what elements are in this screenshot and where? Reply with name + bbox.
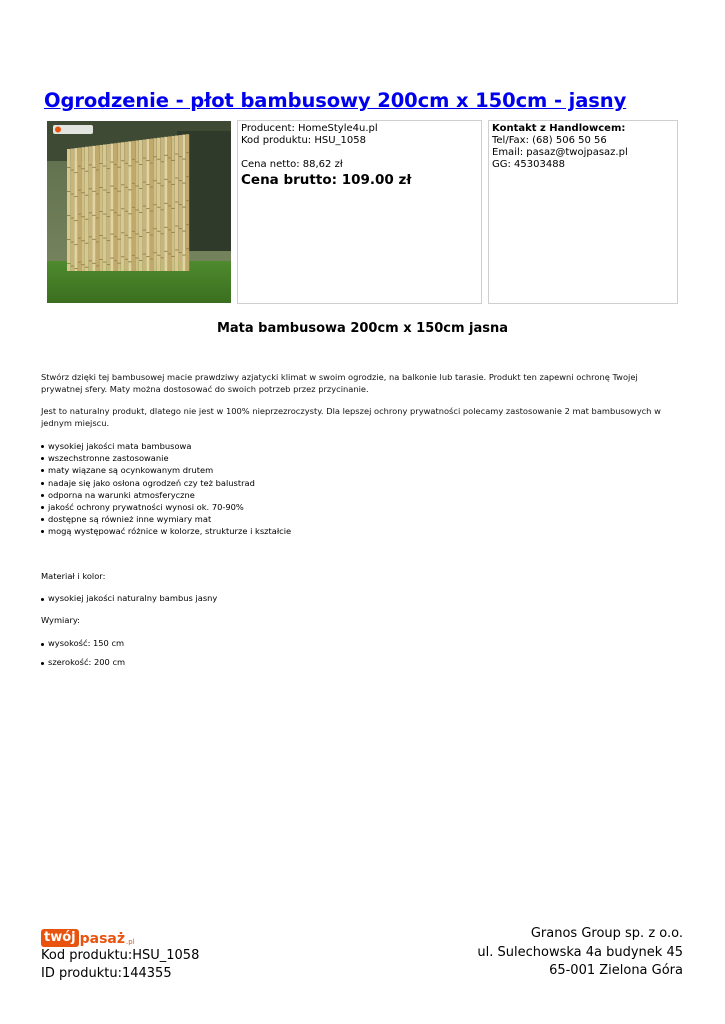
product-title-link[interactable]: Ogrodzenie - płot bambusowy 200cm x 150cm - jasny — [44, 89, 627, 112]
contact-box — [488, 120, 678, 304]
feature-list — [41, 440, 681, 538]
footer-product-code: Kod produktu:HSU_1058 — [41, 948, 200, 963]
list-item: dostępne są również inne wymiary mat — [41, 513, 681, 525]
bamboo-fence-image — [47, 121, 231, 303]
dimension-width: szerokość: 200 cm — [41, 657, 125, 668]
twojpasaz-logo: twój pasaż .pl — [41, 925, 199, 947]
company-name: Granos Group sp. z o.o. — [530, 926, 683, 941]
product-subtitle: Mata bambusowa 200cm x 150cm jasna — [216, 321, 509, 336]
contact-heading: Kontakt z Handlowcem: — [492, 123, 626, 134]
description-paragraph-2: Jest to naturalny produkt, dlatego nie jest w 100% nieprzezroczysty. Dla lepszej ochrony prywatności polecamy zastosowanie 2 mat bambusowych w jednym miejscu. — [41, 406, 661, 428]
contact-phone: Tel/Fax: (68) 506 50 56 — [492, 135, 607, 146]
contact-email: Email: pasaz@twojpasaz.pl — [492, 147, 628, 158]
company-city: 65-001 Zielona Góra — [549, 963, 683, 978]
producer-text: Producent: HomeStyle4u.pl — [241, 123, 378, 134]
dimension-height: wysokość: 150 cm — [41, 638, 124, 649]
product-info-box — [237, 120, 482, 304]
material-value: wysokiej jakości naturalny bambus jasny — [41, 593, 217, 604]
contact-gg: GG: 45303488 — [492, 159, 565, 170]
footer-product-id: ID produktu:144355 — [41, 966, 172, 981]
list-item: jakość ochrony prywatności wynosi ok. 70-90% — [41, 501, 681, 513]
company-street: ul. Sulechowska 4a budynek 45 — [477, 944, 683, 960]
footer-left — [41, 925, 199, 983]
product-photo — [47, 121, 231, 303]
list-item: wszechstronne zastosowanie — [41, 452, 681, 464]
list-item: nadaje się jako osłona ogrodzeń czy też balustrad — [41, 477, 681, 489]
dimensions-label: Wymiary: — [41, 615, 80, 625]
material-label: Materiał i kolor: — [41, 571, 106, 581]
list-item: wysokiej jakości mata bambusowa — [41, 440, 681, 452]
net-price: Cena netto: 88,62 zł — [241, 159, 343, 170]
gross-price: Cena brutto: 109.00 zł — [241, 172, 412, 188]
product-code-text: Kod produktu: HSU_1058 — [241, 135, 366, 146]
list-item: odporna na warunki atmosferyczne — [41, 489, 681, 501]
description-paragraph-1: Stwórz dzięki tej bambusowej macie prawdziwy azjatycki klimat w swoim ogrodzie, na balkonie lub tarasie. Produkt ten zapewni ochronę Twojej prywatnej sfery. Maty można dostosować do swoich potrzeb przez przycinanie. — [41, 372, 638, 394]
company-address — [477, 925, 683, 981]
list-item: maty wiązane są ocynkowanym drutem — [41, 464, 681, 476]
list-item: mogą występować różnice w kolorze, strukturze i kształcie — [41, 525, 681, 537]
